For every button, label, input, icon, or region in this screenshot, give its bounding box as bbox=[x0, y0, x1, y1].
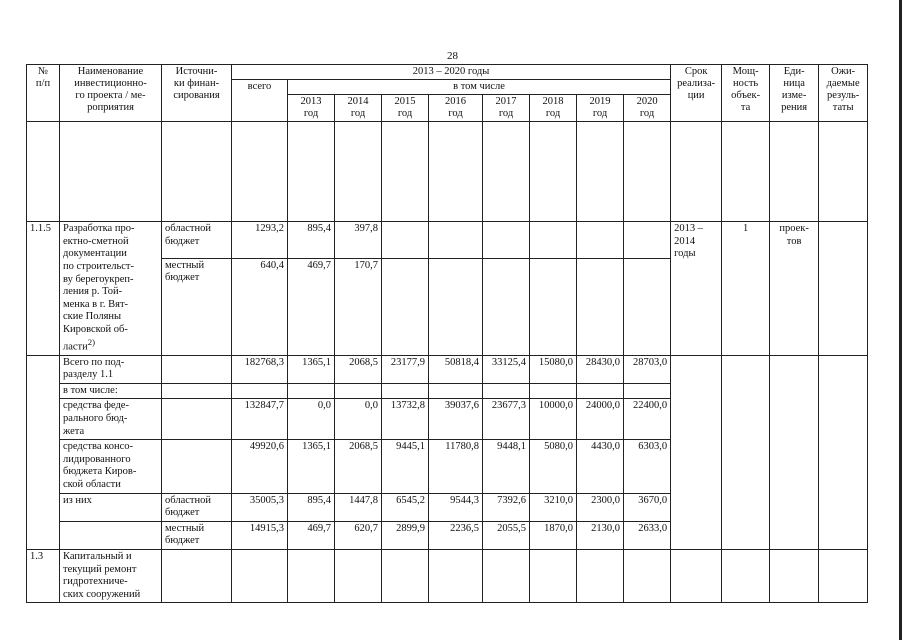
year-cell: 0,0 bbox=[335, 399, 382, 440]
header-capacity: Мощ- ность объек- та bbox=[722, 65, 770, 122]
year-cell: 2130,0 bbox=[577, 521, 624, 549]
project-name-text: Разработка про- ектно-сметной документации по строительст- ву берегоукреп- ления р. Той- менка в г. Вят- ские Поляны Кировской об- ласти bbox=[63, 223, 135, 353]
source-cell: местный бюджет bbox=[162, 521, 232, 549]
year-cell: 3210,0 bbox=[530, 493, 577, 521]
year-cell: 895,4 bbox=[288, 493, 335, 521]
header-year: 2017 год bbox=[483, 95, 530, 122]
project-name bbox=[60, 222, 162, 355]
project-num: 1.1.5 bbox=[27, 222, 60, 355]
source-cell: местный бюджет bbox=[162, 258, 232, 355]
year-cell: 24000,0 bbox=[577, 399, 624, 440]
section-13-row bbox=[27, 550, 868, 603]
unit-cell: проек- тов bbox=[770, 222, 819, 355]
year-cell: 22400,0 bbox=[624, 399, 671, 440]
page-number: 28 bbox=[447, 50, 458, 62]
year-cell: 11780,8 bbox=[429, 440, 483, 493]
header-term: Срок реализа- ции bbox=[671, 65, 722, 122]
header-num: № п/п bbox=[27, 65, 60, 122]
summary-label: в том числе: bbox=[60, 383, 162, 399]
source-cell: областной бюджет bbox=[162, 493, 232, 521]
header-year: 2019 год bbox=[577, 95, 624, 122]
header-year: 2013 год bbox=[288, 95, 335, 122]
summary-label: средства феде- рального бюд- жета bbox=[60, 399, 162, 440]
total-cell: 132847,7 bbox=[232, 399, 288, 440]
year-cell: 9544,3 bbox=[429, 493, 483, 521]
year-cell: 3670,0 bbox=[624, 493, 671, 521]
year-cell: 1870,0 bbox=[530, 521, 577, 549]
investment-table bbox=[26, 64, 868, 603]
year-cell: 1365,1 bbox=[288, 440, 335, 493]
total-cell: 640,4 bbox=[232, 258, 288, 355]
year-cell: 33125,4 bbox=[483, 355, 530, 383]
year-cell: 2300,0 bbox=[577, 493, 624, 521]
summary-label: из них bbox=[60, 493, 162, 521]
year-cell: 397,8 bbox=[335, 222, 382, 258]
footnote-mark: 2) bbox=[87, 336, 96, 347]
header-name: Наименование инвестиционно- го проекта / ме- роприятия bbox=[60, 65, 162, 122]
year-cell: 23677,3 bbox=[483, 399, 530, 440]
year-cell: 4430,0 bbox=[577, 440, 624, 493]
year-cell: 620,7 bbox=[335, 521, 382, 549]
year-cell: 469,7 bbox=[288, 258, 335, 355]
total-cell: 14915,3 bbox=[232, 521, 288, 549]
year-cell: 9448,1 bbox=[483, 440, 530, 493]
year-cell: 15080,0 bbox=[530, 355, 577, 383]
header-year: 2018 год bbox=[530, 95, 577, 122]
year-cell: 2236,5 bbox=[429, 521, 483, 549]
header-year: 2015 год bbox=[382, 95, 429, 122]
scan-edge bbox=[899, 0, 902, 640]
year-cell: 28703,0 bbox=[624, 355, 671, 383]
year-cell: 6303,0 bbox=[624, 440, 671, 493]
term-cell: 2013 – 2014 годы bbox=[671, 222, 722, 355]
year-cell: 50818,4 bbox=[429, 355, 483, 383]
year-cell: 10000,0 bbox=[530, 399, 577, 440]
year-cell: 2899,9 bbox=[382, 521, 429, 549]
year-cell: 1447,8 bbox=[335, 493, 382, 521]
total-cell: 182768,3 bbox=[232, 355, 288, 383]
header-total: всего bbox=[232, 80, 288, 122]
year-cell: 1365,1 bbox=[288, 355, 335, 383]
total-cell: 1293,2 bbox=[232, 222, 288, 258]
project-row bbox=[27, 222, 868, 258]
header-results: Ожи- даемые резуль- таты bbox=[819, 65, 868, 122]
total-cell: 35005,3 bbox=[232, 493, 288, 521]
year-cell: 13732,8 bbox=[382, 399, 429, 440]
year-cell: 9445,1 bbox=[382, 440, 429, 493]
header-period: 2013 – 2020 годы bbox=[232, 65, 671, 80]
year-cell: 2055,5 bbox=[483, 521, 530, 549]
year-cell: 2068,5 bbox=[335, 440, 382, 493]
year-cell: 7392,6 bbox=[483, 493, 530, 521]
year-cell: 6545,2 bbox=[382, 493, 429, 521]
year-cell: 39037,6 bbox=[429, 399, 483, 440]
year-cell: 28430,0 bbox=[577, 355, 624, 383]
header-year: 2014 год bbox=[335, 95, 382, 122]
summary-total-row bbox=[27, 355, 868, 383]
header-year: 2016 год bbox=[429, 95, 483, 122]
year-cell: 895,4 bbox=[288, 222, 335, 258]
header-year: 2020 год bbox=[624, 95, 671, 122]
capacity-cell: 1 bbox=[722, 222, 770, 355]
year-cell: 23177,9 bbox=[382, 355, 429, 383]
year-cell: 0,0 bbox=[288, 399, 335, 440]
header-sources: Источни- ки финан- сирования bbox=[162, 65, 232, 122]
source-cell: областной бюджет bbox=[162, 222, 232, 258]
total-cell: 49920,6 bbox=[232, 440, 288, 493]
header-in-total: в том числе bbox=[288, 80, 671, 95]
year-cell: 469,7 bbox=[288, 521, 335, 549]
summary-label: Всего по под- разделу 1.1 bbox=[60, 355, 162, 383]
year-cell: 170,7 bbox=[335, 258, 382, 355]
summary-label: средства консо- лидированного бюджета Киров- ской области bbox=[60, 440, 162, 493]
header-unit: Еди- ница изме- рения bbox=[770, 65, 819, 122]
section-name: Капитальный и текущий ремонт гидротехниче- ских сооружений bbox=[60, 550, 162, 603]
year-cell: 2633,0 bbox=[624, 521, 671, 549]
year-cell: 5080,0 bbox=[530, 440, 577, 493]
year-cell: 2068,5 bbox=[335, 355, 382, 383]
section-num: 1.3 bbox=[27, 550, 60, 603]
